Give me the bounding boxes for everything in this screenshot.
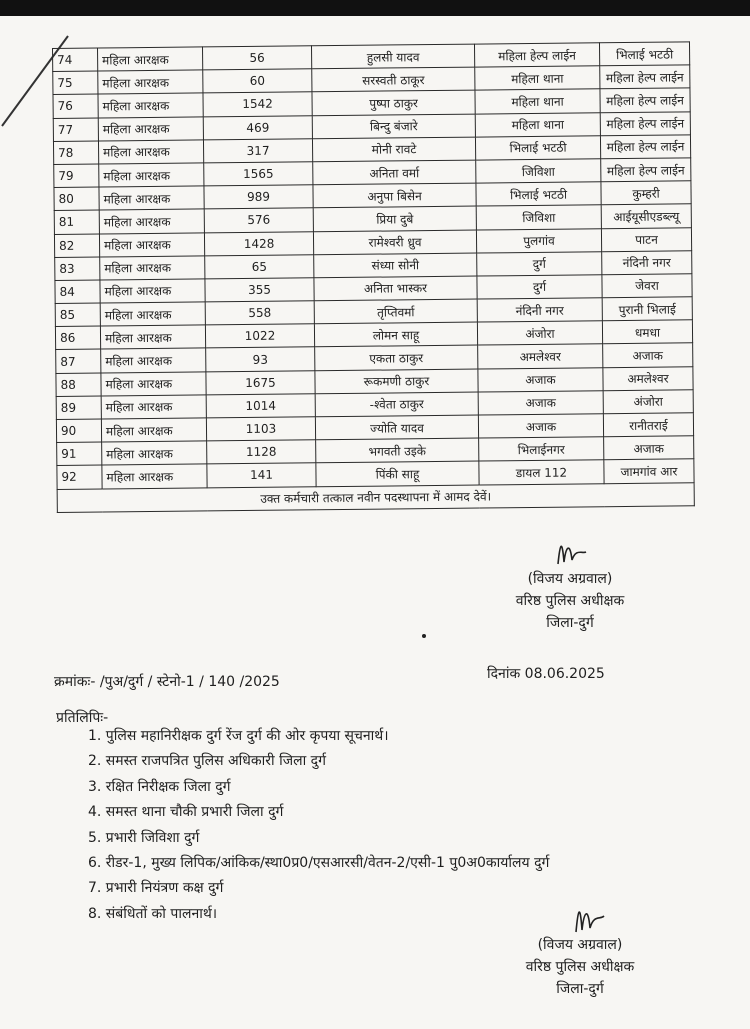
name-cell: अनिता भास्कर — [314, 276, 477, 301]
name-cell: ज्योति यादव — [315, 415, 478, 440]
name-cell: संध्या सोनी — [314, 253, 477, 278]
badge-number-cell: 989 — [204, 185, 313, 209]
current-posting-cell: महिला थाना — [475, 66, 600, 90]
signatory-district: जिला-दुर्ग — [556, 981, 604, 997]
badge-number-cell: 1565 — [204, 162, 313, 186]
badge-number-cell: 60 — [203, 69, 312, 93]
current-posting-cell: जिविशा — [476, 205, 601, 229]
new-posting-cell: धमधा — [602, 320, 692, 344]
current-posting-cell: अजाक — [478, 414, 603, 438]
signature-scribble — [500, 534, 640, 568]
name-cell: पुष्पा ठाकुर — [312, 90, 475, 115]
rank-cell: महिला आरक्षक — [99, 163, 204, 187]
rank-cell: महिला आरक्षक — [98, 93, 203, 117]
name-cell: अनुपा बिसेन — [313, 183, 476, 208]
rank-cell: महिला आरक्षक — [101, 372, 206, 396]
badge-number-cell: 141 — [207, 463, 316, 487]
badge-number-cell: 355 — [205, 278, 314, 302]
rank-cell: महिला आरक्षक — [98, 116, 203, 140]
new-posting-cell: नंदिनी नगर — [602, 251, 692, 275]
new-posting-cell: महिला हेल्प लाईन — [600, 135, 690, 159]
rank-cell: महिला आरक्षक — [100, 256, 205, 280]
copy-item: 4. समस्त थाना चौकी प्रभारी जिला दुर्ग — [88, 804, 284, 821]
serial-cell: 76 — [53, 94, 98, 118]
new-posting-cell: आईयूसीएडब्ल्यू — [601, 204, 691, 228]
badge-number-cell: 65 — [205, 254, 314, 278]
name-cell: पिंकी साहू — [316, 461, 479, 486]
new-posting-cell: महिला हेल्प लाईन — [600, 88, 690, 112]
order-reference: क्रमांकः- /पुअ/दुर्ग / स्टेनो-1 / 140 /2025 — [54, 674, 280, 690]
badge-number-cell: 1128 — [207, 440, 316, 464]
new-posting-cell: कुम्हरी — [601, 181, 691, 205]
name-cell: प्रिया दुबे — [313, 206, 476, 231]
copy-item: 3. रक्षित निरीक्षक जिला दुर्ग — [88, 778, 231, 795]
serial-cell: 79 — [54, 164, 99, 188]
name-cell: भगवती उइके — [316, 438, 479, 463]
badge-number-cell: 469 — [203, 115, 312, 139]
transfer-table-body — [53, 42, 695, 512]
serial-cell: 81 — [54, 210, 99, 234]
serial-cell: 85 — [55, 303, 100, 327]
rank-cell: महिला आरक्षक — [100, 302, 205, 326]
current-posting-cell: महिला थाना — [475, 89, 600, 113]
serial-cell: 87 — [56, 349, 101, 373]
copy-item: 7. प्रभारी नियंत्रण कक्ष दुर्ग — [88, 880, 224, 897]
new-posting-cell: अजाक — [603, 343, 693, 367]
name-cell: लोमन साहू — [314, 322, 477, 347]
new-posting-cell: जेवरा — [602, 274, 692, 298]
badge-number-cell: 317 — [203, 139, 312, 163]
name-cell: -श्वेता ठाकुर — [315, 392, 478, 417]
rank-cell: महिला आरक्षक — [99, 232, 204, 256]
current-posting-cell: अंजोरा — [477, 321, 602, 345]
top-bar — [0, 0, 750, 16]
signature-block-bottom — [500, 900, 660, 1000]
copy-heading: प्रतिलिपिः- — [56, 710, 109, 726]
serial-cell: 89 — [56, 396, 101, 420]
badge-number-cell: 1103 — [206, 417, 315, 441]
serial-cell: 90 — [56, 419, 101, 443]
signatory-name: (विजय अग्रवाल) — [527, 571, 613, 587]
current-posting-cell: डायल 112 — [479, 460, 604, 484]
badge-number-cell: 1675 — [206, 370, 315, 394]
badge-number-cell: 93 — [206, 347, 315, 371]
rank-cell: महिला आरक्षक — [101, 418, 206, 442]
new-posting-cell: महिला हेल्प लाईन — [601, 158, 691, 182]
ink-dot — [422, 634, 426, 638]
current-posting-cell: दुर्ग — [477, 275, 602, 299]
new-posting-cell: रानीतराई — [603, 413, 693, 437]
current-posting-cell: अजाक — [478, 367, 603, 391]
current-posting-cell: भिलाई भटठी — [476, 182, 601, 206]
rank-cell: महिला आरक्षक — [102, 441, 207, 465]
name-cell: तृप्तिवर्मा — [314, 299, 477, 324]
rank-cell: महिला आरक्षक — [98, 140, 203, 164]
new-posting-cell: अंजोरा — [603, 390, 693, 414]
signatory-designation: वरिष्ठ पुलिस अधीक्षक — [525, 959, 635, 975]
rank-cell: महिला आरक्षक — [99, 209, 204, 233]
badge-number-cell: 56 — [202, 46, 311, 70]
serial-cell: 78 — [53, 141, 98, 165]
name-cell: बिन्दु बंजारे — [312, 114, 475, 139]
badge-number-cell: 576 — [204, 208, 313, 232]
copy-list — [88, 724, 549, 927]
new-posting-cell: भिलाई भटठी — [599, 42, 689, 66]
name-cell: अनिता वर्मा — [313, 160, 476, 185]
serial-cell: 92 — [57, 465, 102, 489]
serial-cell: 80 — [54, 187, 99, 211]
badge-number-cell: 1022 — [205, 324, 314, 348]
copy-item: 5. प्रभारी जिविशा दुर्ग — [88, 829, 200, 846]
rank-cell: महिला आरक्षक — [99, 186, 204, 210]
badge-number-cell: 1542 — [203, 92, 312, 116]
rank-cell: महिला आरक्षक — [101, 395, 206, 419]
copy-item: 6. रीडर-1, मुख्य लिपिक/आंकिक/स्था0प्र0/एसआरसी/वेतन-2/एसी-1 पु0अ0कार्यालय दुर्ग — [88, 854, 550, 871]
serial-cell: 74 — [53, 48, 98, 72]
name-cell: रूकमणी ठाकुर — [315, 369, 478, 394]
new-posting-cell: पाटन — [601, 227, 691, 251]
name-cell: एकता ठाकुर — [315, 345, 478, 370]
name-cell: मोनी रावटे — [312, 137, 475, 162]
current-posting-cell: पुलगांव — [476, 228, 601, 252]
serial-cell: 91 — [57, 442, 102, 466]
badge-number-cell: 1014 — [206, 394, 315, 418]
copy-item: 8. संबंधितों को पालनार्थ। — [88, 905, 218, 922]
name-cell: हुलसी यादव — [311, 44, 474, 69]
new-posting-cell: महिला हेल्प लाईन — [600, 111, 690, 135]
name-cell: सरस्वती ठाकूर — [312, 67, 475, 92]
current-posting-cell: नंदिनी नगर — [477, 298, 602, 322]
current-posting-cell: अमलेश्वर — [478, 344, 603, 368]
new-posting-cell: पुरानी भिलाई — [602, 297, 692, 321]
name-cell: रामेश्वरी ध्रुव — [313, 230, 476, 255]
copy-item: 2. समस्त राजपत्रित पुलिस अधिकारी जिला दुर्ग — [88, 753, 326, 770]
serial-cell: 86 — [55, 326, 100, 350]
signature-block-top — [500, 534, 640, 634]
badge-number-cell: 1428 — [204, 231, 313, 255]
order-date: दिनांक 08.06.2025 — [487, 666, 605, 682]
rank-cell: महिला आरक्षक — [100, 325, 205, 349]
current-posting-cell: महिला थाना — [475, 112, 600, 136]
current-posting-cell: महिला हेल्प लाईन — [474, 43, 599, 67]
current-posting-cell: जिविशा — [476, 159, 601, 183]
signatory-district: जिला-दुर्ग — [546, 615, 594, 631]
badge-number-cell: 558 — [205, 301, 314, 325]
serial-cell: 88 — [56, 373, 101, 397]
serial-cell: 75 — [53, 71, 98, 95]
current-posting-cell: भिलाई भटठी — [475, 136, 600, 160]
current-posting-cell: अजाक — [478, 391, 603, 415]
current-posting-cell: भिलाईनगर — [479, 437, 604, 461]
serial-cell: 84 — [55, 280, 100, 304]
transfer-table — [52, 41, 695, 512]
serial-cell: 82 — [54, 234, 99, 258]
rank-cell: महिला आरक्षक — [98, 70, 203, 94]
signatory-designation: वरिष्ठ पुलिस अधीक्षक — [515, 593, 625, 609]
rank-cell: महिला आरक्षक — [101, 348, 206, 372]
signature-scribble — [500, 900, 660, 934]
new-posting-cell: अजाक — [604, 436, 694, 460]
signatory-name: (विजय अग्रवाल) — [537, 937, 623, 953]
new-posting-cell: अमलेश्वर — [603, 366, 693, 390]
rank-cell: महिला आरक्षक — [98, 47, 203, 71]
serial-cell: 83 — [55, 257, 100, 281]
rank-cell: महिला आरक्षक — [100, 279, 205, 303]
new-posting-cell: महिला हेल्प लाईन — [600, 65, 690, 89]
current-posting-cell: दुर्ग — [477, 251, 602, 275]
new-posting-cell: जामगांव आर — [604, 459, 694, 483]
table-footer-note: उक्त कर्मचारी तत्काल नवीन पदस्थापना में आमद देवें। — [57, 482, 694, 512]
rank-cell: महिला आरक्षक — [102, 464, 207, 488]
serial-cell: 77 — [53, 118, 98, 142]
copy-item: 1. पुलिस महानिरीक्षक दुर्ग रेंज दुर्ग की ओर कृपया सूचनार्थ। — [88, 728, 389, 744]
